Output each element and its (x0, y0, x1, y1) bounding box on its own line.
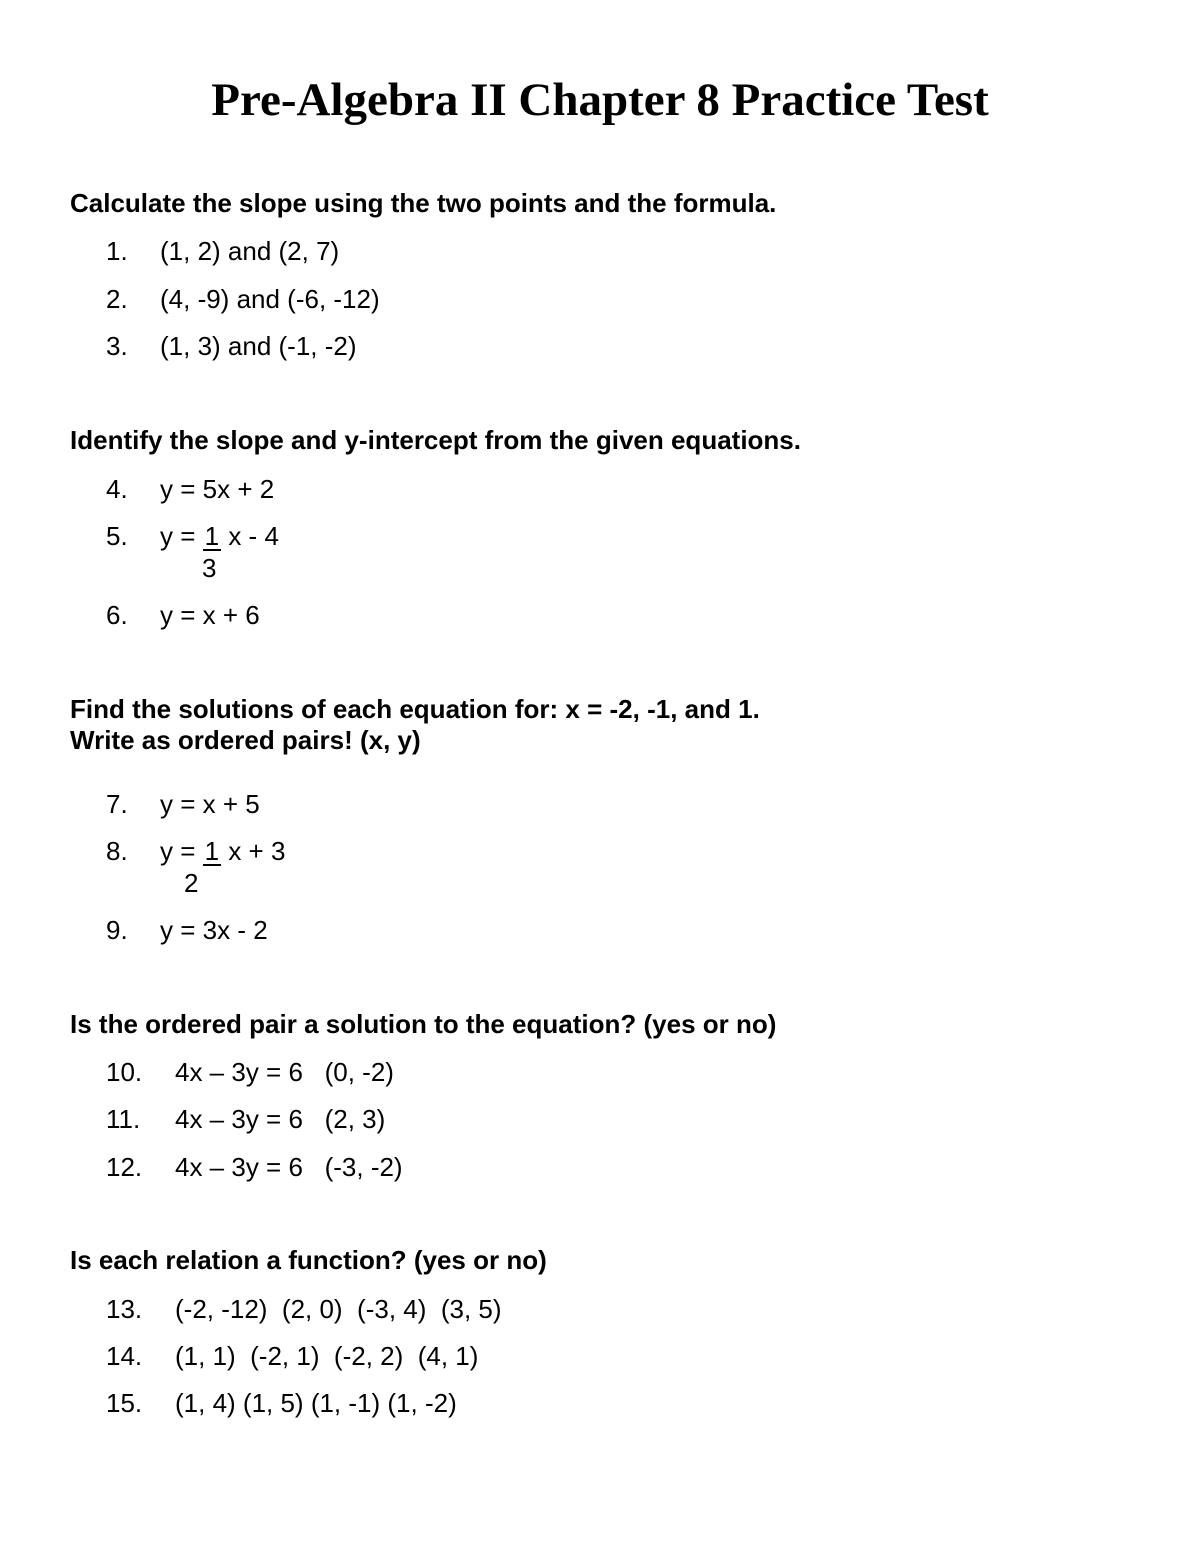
question-number: 10. (106, 1057, 143, 1087)
question-text: y = 3x - 2 (160, 915, 268, 945)
question-number: 9. (106, 915, 128, 945)
question-text: (-2, -12) (2, 0) (-3, 4) (3, 5) (175, 1294, 502, 1324)
section-heading-ordered-pair: Is the ordered pair a solution to the equation? (yes or no) (70, 1009, 777, 1039)
question-number: 11. (106, 1104, 141, 1134)
question-number: 1. (106, 236, 128, 266)
equation-suffix: x - 4 (221, 521, 279, 551)
question-text: (4, -9) and (-6, -12) (160, 284, 380, 314)
section-heading-solutions-line2: Write as ordered pairs! (x, y) (70, 725, 421, 755)
question-text: (1, 2) and (2, 7) (160, 236, 340, 266)
page-title: Pre-Algebra II Chapter 8 Practice Test (211, 74, 989, 126)
question-text: (1, 4) (1, 5) (1, -1) (1, -2) (175, 1388, 457, 1418)
question-number: 7. (106, 789, 128, 819)
question-number: 4. (106, 474, 128, 504)
question-text: y = x + 5 (160, 789, 260, 819)
equation-prefix: y = (160, 521, 203, 551)
section-heading-solutions: Find the solutions of each equation for: x = -2, -1, and 1. (70, 694, 760, 724)
fraction-equation (160, 836, 285, 866)
question-text: 4x – 3y = 6 (2, 3) (175, 1104, 386, 1134)
fraction-denominator: 3 (202, 553, 217, 583)
section-heading-slope-intercept: Identify the slope and y-intercept from the given equations. (70, 425, 801, 455)
question-number: 8. (106, 836, 128, 866)
question-number: 6. (106, 600, 128, 630)
question-text: y = 5x + 2 (160, 474, 275, 504)
section-heading-slope-points: Calculate the slope using the two points and the formula. (70, 188, 777, 218)
question-number: 3. (106, 331, 128, 361)
question-number: 12. (106, 1152, 143, 1182)
equation-suffix: x + 3 (221, 836, 286, 866)
question-text: (1, 1) (-2, 1) (-2, 2) (4, 1) (175, 1341, 479, 1371)
question-number: 2. (106, 284, 128, 314)
question-text: (1, 3) and (-1, -2) (160, 331, 357, 361)
question-text: 4x – 3y = 6 (-3, -2) (175, 1152, 403, 1182)
question-number: 13. (106, 1294, 143, 1324)
section-heading-function: Is each relation a function? (yes or no) (70, 1245, 547, 1275)
fraction-numerator: 1 (204, 521, 220, 551)
equation-prefix: y = (160, 836, 203, 866)
fraction-equation (160, 521, 279, 551)
question-number: 14. (106, 1341, 143, 1371)
question-text: 4x – 3y = 6 (0, -2) (175, 1057, 394, 1087)
fraction-denominator: 2 (184, 868, 199, 898)
question-number: 15. (106, 1388, 143, 1418)
fraction-numerator: 1 (204, 836, 220, 866)
question-text: y = x + 6 (160, 600, 260, 630)
question-number: 5. (106, 521, 128, 551)
